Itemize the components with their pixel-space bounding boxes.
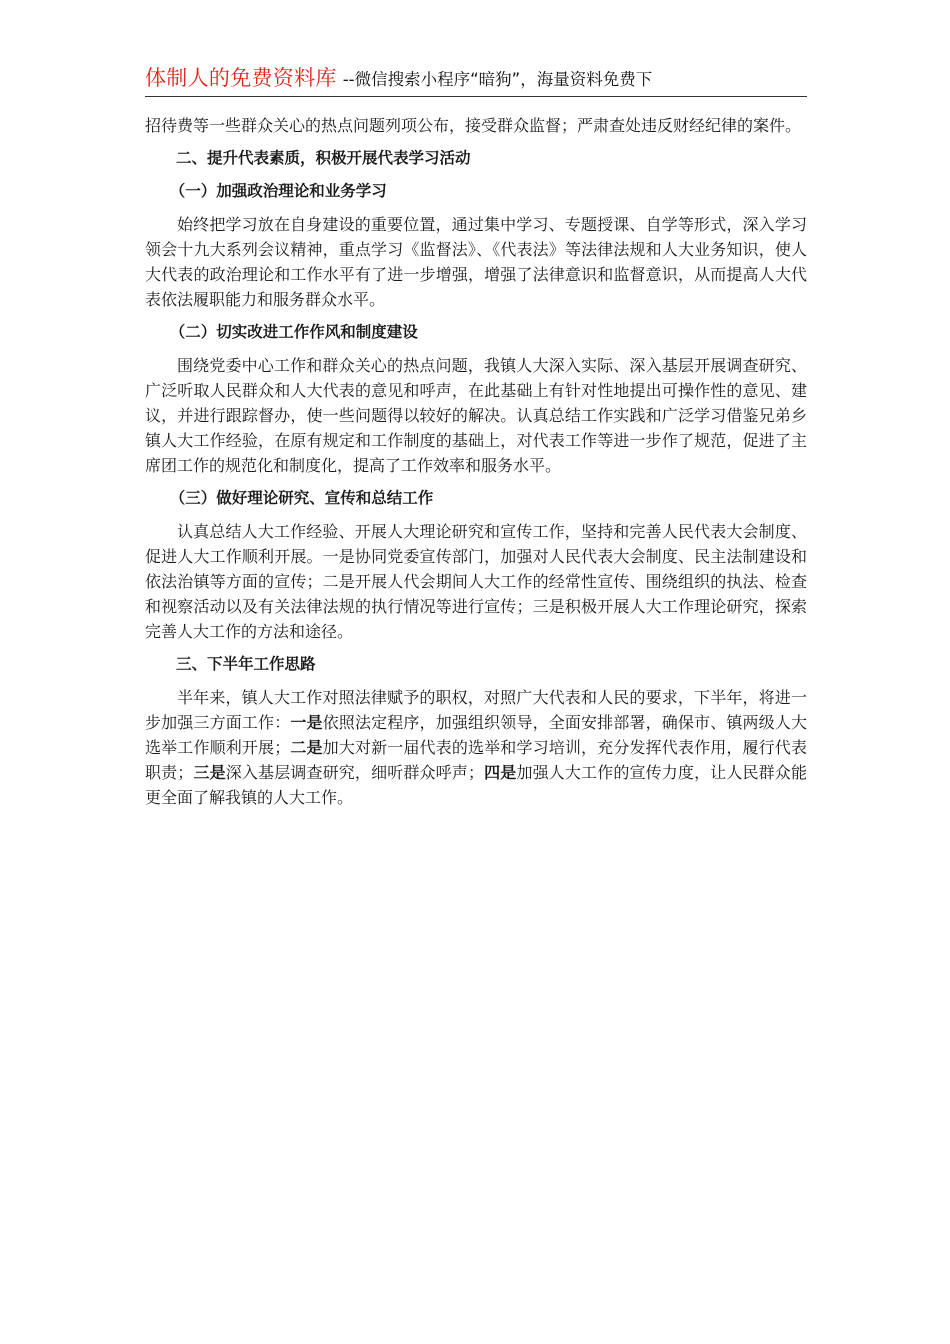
intro-paragraph: 招待费等一些群众关心的热点问题列项公布，接受群众监督；严肃查处违反财经纪律的案件。 [145, 116, 802, 135]
section-2-2-paragraph: 围绕党委中心工作和群众关心的热点问题，我镇人大深入实际、深入基层开展调查研究、广泛听取人民群众和人大代表的意见和呼声，在此基础上有针对性地提出可操作性的意见、建议，并进行跟踪督办，使一些问题得以较好的解决。认真总结工作实践和广泛学习借鉴兄弟乡镇人大工作经验，在原有规定和工作制度的基础上，对代表工作等进一步作了规范，促进了主席团工作的规范化和制度化，提高了工作效率和服务水平。 [145, 356, 807, 475]
document-body [145, 113, 807, 810]
section-3-text-e: 加强人大工作的宣传力度，让人民群众能更全面了解我镇的人大工作。 [145, 763, 807, 807]
section-3-heading: 三、下半年工作思路 [176, 655, 316, 673]
section-3-mark-1: 一是 [290, 713, 323, 732]
section-2-3-heading: （三）做好理论研究、宣传和总结工作 [169, 489, 434, 507]
section-3-text-d: 深入基层调查研究，细听群众呼声； [225, 763, 484, 782]
header-slogan: --微信搜索小程序“暗狗”，海量资料免费下 [342, 70, 653, 89]
header-brand: 体制人的免费资料库 [145, 66, 337, 90]
section-3-mark-3: 三是 [193, 763, 226, 782]
section-3-text-a: 半年来，镇人大工作对照法律赋予的职权，对照广大代表和人民的要求，下半年，将进一步加强三方面工作： [145, 688, 807, 732]
document-page [145, 62, 807, 818]
section-3-mark-4: 四是 [483, 763, 517, 782]
section-2-heading: 二、提升代表素质，积极开展代表学习活动 [176, 149, 471, 167]
section-3-mark-2: 二是 [290, 738, 323, 757]
section-2-3-paragraph: 认真总结人大工作经验、开展人大理论研究和宣传工作，坚持和完善人民代表大会制度、促进人大工作顺利开展。一是协同党委宣传部门，加强对人民代表大会制度、民主法制建设和依法治镇等方面的宣传；二是开展人代会期间人大工作的经常性宣传、围绕组织的执法、检查和视察活动以及有关法律法规的执行情况等进行宣传；三是积极开展人大工作理论研究，探索完善人大工作的方法和途径。 [145, 522, 807, 641]
section-3-text-b: 依照法定程序，加强组织领导，全面安排部署，确保市、镇两级人大选举工作顺利开展； [145, 713, 807, 757]
section-2-1-paragraph: 始终把学习放在自身建设的重要位置，通过集中学习、专题授课、自学等形式，深入学习领会十九大系列会议精神，重点学习《监督法》、《代表法》等法律法规和人大业务知识，使人大代表的政治理论和工作水平有了进一步增强，增强了法律意识和监督意识，从而提高人大代表依法履职能力和服务群众水平。 [145, 215, 807, 309]
page-header [145, 62, 807, 97]
section-3-text-c: 加大对新一届代表的选举和学习培训，充分发挥代表作用，履行代表职责； [145, 738, 807, 782]
section-2-1-heading: （一）加强政治理论和业务学习 [169, 182, 387, 200]
section-2-2-heading: （二）切实改进工作作风和制度建设 [169, 323, 418, 341]
section-3-paragraph [145, 685, 807, 810]
